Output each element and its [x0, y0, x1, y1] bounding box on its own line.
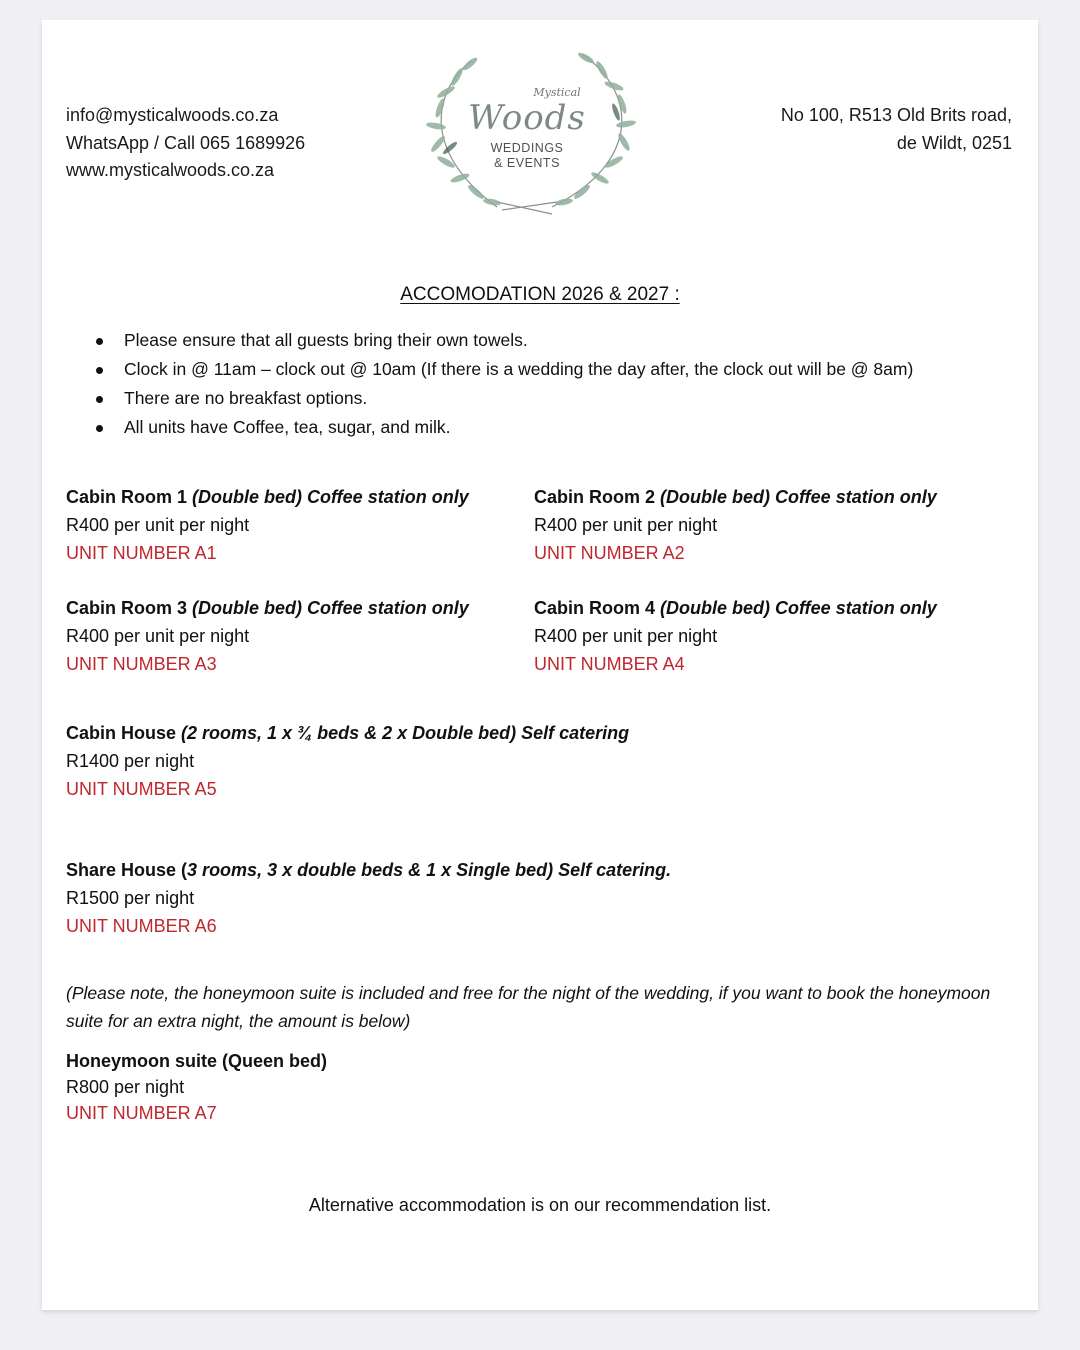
rule-item: All units have Coffee, tea, sugar, and milk. [94, 413, 913, 442]
unit-price: R1400 per night [66, 751, 195, 771]
document-page [42, 20, 1038, 1310]
unit-cabin-room-2 [534, 483, 937, 567]
unit-price: R800 per night [66, 1077, 185, 1097]
rule-item: Please ensure that all guests bring their own towels. [94, 326, 913, 355]
rules-list [94, 326, 913, 442]
unit-title: Cabin Room 1 (Double bed) Coffee station only [66, 487, 469, 507]
unit-number: UNIT NUMBER A4 [534, 654, 685, 674]
unit-title: Cabin Room 2 (Double bed) Coffee station only [534, 487, 937, 507]
unit-price: R400 per unit per night [66, 626, 250, 646]
unit-price: R400 per unit per night [66, 515, 250, 535]
unit-number: UNIT NUMBER A1 [66, 543, 217, 563]
rule-item: There are no breakfast options. [94, 384, 913, 413]
mystical-woods-logo [402, 42, 652, 217]
unit-number: UNIT NUMBER A5 [66, 779, 217, 799]
unit-share-house [66, 856, 671, 940]
logo-sub1: WEDDINGS [490, 141, 564, 155]
contact-block [66, 102, 305, 185]
bullet-icon [96, 338, 103, 345]
contact-phone: WhatsApp / Call 065 1689926 [66, 132, 306, 153]
unit-honeymoon-suite [66, 1048, 327, 1126]
unit-title: Share House (3 rooms, 3 x double beds & 1 x Single bed) Self catering. [66, 860, 672, 880]
unit-number: UNIT NUMBER A7 [66, 1103, 217, 1123]
unit-title: Cabin Room 4 (Double bed) Coffee station only [534, 598, 937, 618]
logo-sub2: & EVENTS [494, 156, 560, 170]
unit-cabin-room-4 [534, 594, 937, 678]
unit-cabin-room-1 [66, 483, 469, 567]
contact-email[interactable]: info@mysticalwoods.co.za [66, 105, 279, 125]
unit-price: R1500 per night [66, 888, 195, 908]
page-title: ACCOMODATION 2026 & 2027 : [400, 284, 680, 305]
logo-script-small: Mystical [533, 86, 581, 99]
unit-number: UNIT NUMBER A3 [66, 654, 217, 674]
unit-cabin-room-3 [66, 594, 469, 678]
rule-item: Clock in @ 11am – clock out @ 10am (If there is a wedding the day after, the clock out will be @ 8am) [94, 355, 913, 384]
unit-price: R400 per unit per night [534, 515, 718, 535]
logo-text-stack [402, 86, 652, 171]
bullet-icon [96, 367, 103, 374]
unit-title: Cabin Room 3 (Double bed) Coffee station only [66, 598, 469, 618]
honeymoon-note: (Please note, the honeymoon suite is included and free for the night of the wedding, if you want to book the honeymoon suite for an extra night, the amount is below) [66, 983, 991, 1031]
address-block [781, 102, 1012, 157]
footer-note: Alternative accommodation is on our recommendation list. [308, 1195, 772, 1215]
unit-title: Honeymoon suite (Queen bed) [66, 1051, 328, 1071]
contact-website[interactable]: www.mysticalwoods.co.za [66, 160, 275, 180]
unit-price: R400 per unit per night [534, 626, 718, 646]
address-line-1: No 100, R513 Old Brits road, [780, 105, 1012, 125]
bullet-icon [96, 425, 103, 432]
bullet-icon [96, 396, 103, 403]
unit-number: UNIT NUMBER A6 [66, 916, 217, 936]
logo-script-large: Woods [468, 98, 586, 138]
address-line-2: de Wildt, 0251 [896, 132, 1012, 153]
unit-title: Cabin House (2 rooms, 1 x ¾ beds & 2 x Double bed) Self catering [66, 723, 630, 743]
unit-number: UNIT NUMBER A2 [534, 543, 685, 563]
unit-cabin-house [66, 719, 629, 803]
